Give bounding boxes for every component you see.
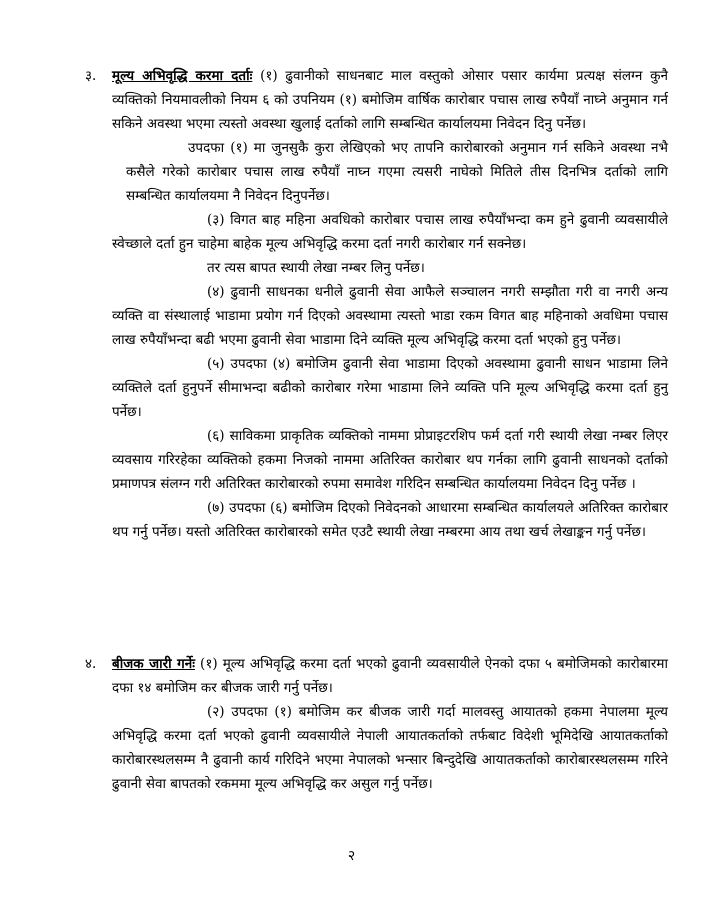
section-3-paragraph-3-proviso: तर त्यस बापत स्थायी लेखा नम्बर लिनु पर्नेछ। [207,260,425,276]
page-number: २ [347,848,356,864]
section-3 [85,64,668,544]
section-4 [85,652,668,796]
section-3-paragraph-6: (६) साविकमा प्राकृतिक व्यक्तिको नाममा प्रोप्राइटरशिप फर्म दर्ता गरी स्थायी लेखा नम्बर लिएर व्यवसाय गरिरहेका व्यक्तिको हकमा निजको नाममा अतिरिक्त कारोबार थप गर्नका लागि ढुवानी साधनको दर्ताको प्रमाणपत्र संलग्न गरी अतिरिक्त कारोबारको रुपमा समावेश गरिदिन सम्बन्धित कार्यालयमा निवेदन दिनु पर्नेछ । [112,428,668,492]
paragraph-text: (१) मूल्य अभिवृद्धि करमा दर्ता भएको ढुवानी व्यवसायीले ऐनको दफा ५ बमोजिमको कारोबारमा दफा १४ बमोजिम कर बीजक जारी गर्नु पर्नेछ। [112,656,668,696]
section-number: ४. [85,656,97,672]
section-number: ३. [85,68,97,84]
section-3-proviso: उपदफा (१) मा जुनसुकै कुरा लेखिएको भए तापनि कारोबारको अनुमान गर्न सकिने अवस्था नभै कसैले गरेको कारोबार पचास लाख रुपैयाँ नाघ्न गएमा त्यसरी नाघेको मितिले तीस दिनभित्र दर्ताको लागि सम्बन्धित कार्यालयमा नै निवेदन दिनुपर्नेछ। [126,140,668,204]
section-heading: मूल्य अभिवृद्धि करमा दर्ताः [112,68,253,84]
section-3-paragraph-4: (४) ढुवानी साधनका धनीले ढुवानी सेवा आफैले सञ्चालन नगरी सम्झौता गरी वा नगरी अन्य व्यक्ति वा संस्थालाई भाडामा प्रयोग गर्न दिएको अवस्थामा त्यस्तो भाडा रकम विगत बाह महिनाको अवधिमा पचास लाख रुपैयाँभन्दा बढी भएमा ढुवानी सेवा भाडामा दिने व्यक्ति मूल्य अभिवृद्धि करमा दर्ता भएको हुनु पर्नेछ। [112,284,668,348]
section-3-paragraph-5: (५) उपदफा (४) बमोजिम ढुवानी सेवा भाडामा दिएको अवस्थामा ढुवानी साधन भाडामा लिने व्यक्तिले दर्ता हुनुपर्ने सीमाभन्दा बढीको कारोबार गरेमा भाडामा लिने व्यक्ति पनि मूल्य अभिवृद्धि करमा दर्ता हुनु पर्नेछ। [112,356,668,420]
paragraph-text: (१) ढुवानीको साधनबाट माल वस्तुको ओसार पसार कार्यमा प्रत्यक्ष संलग्न कुनै व्यक्तिको नियमावलीको नियम ६ को उपनियम (१) बमोजिम वार्षिक कारोबार पचास लाख रुपैयाँ नाघ्ने अनुमान गर्न सकिने अवस्था भएमा त्यस्तो अवस्था खुलाई दर्ताको लागि सम्बन्धित कार्यालयमा निवेदन दिनु पर्नेछ। [112,68,668,132]
section-3-paragraph-7: (७) उपदफा (६) बमोजिम दिएको निवेदनको आधारमा सम्बन्धित कार्यालयले अतिरिक्त कारोबार थप गर्नु पर्नेछ। यस्तो अतिरिक्त कारोबारको समेत एउटै स्थायी लेखा नम्बरमा आय तथा खर्च लेखाङ्कन गर्नु पर्नेछ। [112,500,668,540]
section-4-paragraph-1 [112,652,668,700]
section-3-paragraph-1 [112,64,668,136]
section-3-paragraph-3: (३) विगत बाह महिना अवधिको कारोबार पचास लाख रुपैयाँभन्दा कम हुने ढुवानी व्यवसायीले स्वेच्छाले दर्ता हुन चाहेमा बाहेक मूल्य अभिवृद्धि करमा दर्ता नगरी कारोबार गर्न सक्नेछ। [112,212,668,252]
section-heading: बीजक जारी गर्नेः [112,656,195,672]
section-4-paragraph-2: (२) उपदफा (१) बमोजिम कर बीजक जारी गर्दा मालवस्तु आयातको हकमा नेपालमा मूल्य अभिवृद्धि करमा दर्ता भएको ढुवानी व्यवसायीले नेपाली आयातकर्ताको तर्फबाट विदेशी भूमिदेखि आयातकर्ताको कारोबारस्थलसम्म नै ढुवानी कार्य गरिदिने भएमा नेपालको भन्सार बिन्दुदेखि आयातकर्ताको कारोबारस्थलसम्म गरिने ढुवानी सेवा बापतको रकममा मूल्य अभिवृद्धि कर असुल गर्नु पर्नेछ। [112,704,668,792]
